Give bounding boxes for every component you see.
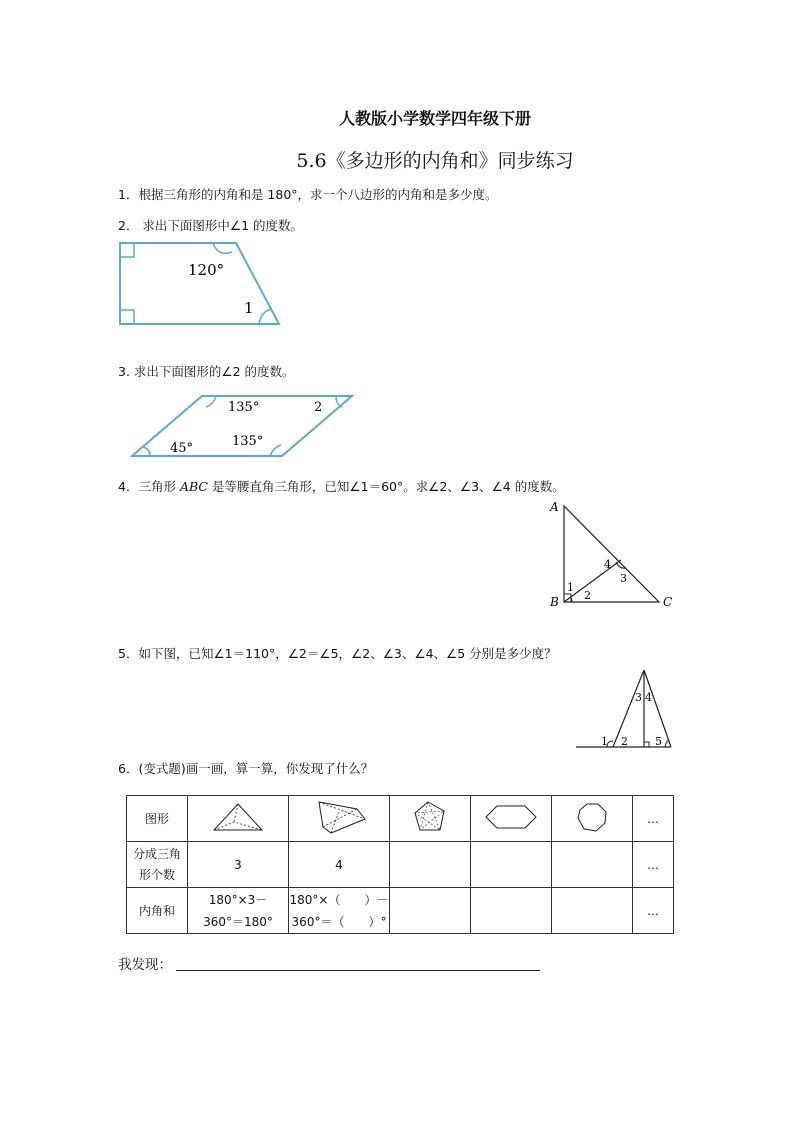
ellipsis-cell: …	[633, 842, 674, 888]
row-header-shape: 图形	[127, 796, 188, 842]
angle-2-label: 2	[314, 400, 323, 415]
pentagon-cell	[289, 796, 390, 842]
hexagon-cell	[471, 796, 552, 842]
question-5: 5．如下图，已知∠1＝110°，∠2＝∠5，∠2、∠3、∠4、∠5 分别是多少度？	[118, 646, 557, 661]
row-header-triangle-count: 分成三角 形个数	[127, 842, 188, 888]
count-cell[interactable]	[552, 842, 633, 888]
pentagon-divided-icon	[309, 799, 369, 835]
question-3: 3. 求出下面图形的∠2 的度数。	[118, 364, 295, 379]
heptagon-icon	[575, 801, 609, 833]
right-angle-mark	[120, 310, 134, 324]
hexagon-star-cell	[390, 796, 471, 842]
angle-sum-cell: 180°×3－ 360°＝180°	[188, 888, 289, 934]
question-2: 2． 求出下面图形中∠1 的度数。	[118, 218, 304, 233]
table-row	[127, 842, 674, 888]
count-cell: 3	[188, 842, 289, 888]
angle-arc	[270, 445, 281, 456]
angle-1-label: 1	[601, 735, 608, 748]
right-angle-mark	[120, 243, 134, 257]
angle-4-label: 4	[604, 558, 611, 571]
angle-135-top-label: 135°	[228, 400, 260, 415]
triangle-exterior-angle-figure	[572, 664, 682, 752]
vertex-b-label: B	[550, 595, 559, 609]
parallelogram-figure	[128, 390, 360, 462]
angle-sum-cell[interactable]	[552, 888, 633, 934]
angle-1-label: 1	[567, 581, 574, 594]
answer-line[interactable]	[176, 970, 540, 971]
question-6: 6．(变式题)画一画，算一算，你发现了什么？	[118, 761, 374, 776]
trapezoid-figure	[114, 238, 289, 330]
lesson-title: 5.6《多边形的内角和》同步练习	[296, 150, 574, 172]
angle-arc	[213, 243, 232, 253]
vertex-a-label: A	[550, 500, 559, 514]
angle-3-label: 3	[635, 691, 642, 704]
angle-sum-cell[interactable]	[471, 888, 552, 934]
angle-45-label: 45°	[170, 441, 194, 456]
angle-2-label: 2	[621, 735, 628, 748]
question-4: 4．三角形 ABC 是等腰直角三角形，已知∠1＝60°。求∠2、∠3、∠4 的度数。	[118, 479, 565, 494]
angle-120-label: 120°	[188, 261, 225, 279]
hexagon-icon	[483, 802, 539, 832]
triangle-name: ABC	[179, 479, 208, 494]
ellipsis-cell: …	[633, 796, 674, 842]
angle-5-label: 5	[655, 735, 662, 748]
quadrilateral-divided-icon	[208, 800, 268, 834]
ellipsis-cell: …	[633, 888, 674, 934]
question-1: 1．根据三角形的内角和是 180°，求一个八边形的内角和是多少度。	[118, 187, 498, 202]
angle-135-bottom-label: 135°	[232, 434, 264, 449]
angle-arc	[259, 309, 271, 324]
found-label: 我发现：	[118, 957, 172, 973]
angle-arc	[206, 396, 216, 407]
angle-1-label: 1	[244, 299, 254, 317]
table-row	[127, 796, 674, 842]
worksheet-title: 人教版小学数学四年级下册	[338, 109, 531, 128]
angle-2-label: 2	[584, 589, 591, 602]
row-header-angle-sum: 内角和	[127, 888, 188, 934]
count-cell[interactable]	[390, 842, 471, 888]
isosceles-right-triangle-figure	[546, 498, 681, 613]
heptagon-cell	[552, 796, 633, 842]
pentagon-star-icon	[410, 799, 450, 835]
quadrilateral-cell	[188, 796, 289, 842]
angle-arc	[142, 447, 150, 456]
angle-sum-cell: 180°×（ ）－ 360°＝（ ）°	[289, 888, 390, 934]
right-angle-mark	[644, 742, 649, 747]
count-cell: 4	[289, 842, 390, 888]
angle-3-label: 3	[620, 572, 627, 585]
polygon-angle-table	[126, 795, 674, 934]
angle-sum-cell[interactable]	[390, 888, 471, 934]
angle-4-label: 4	[645, 691, 652, 704]
count-cell[interactable]	[471, 842, 552, 888]
table-row	[127, 888, 674, 934]
vertex-c-label: C	[663, 595, 673, 609]
